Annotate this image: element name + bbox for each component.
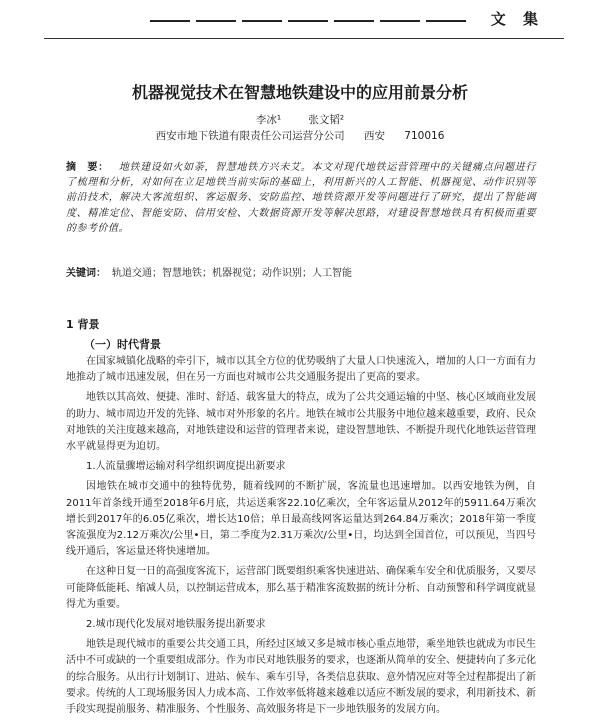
subsection-heading: （一）时代背景 [84,338,161,351]
section-tag: 文 集 [490,10,544,28]
keywords-text: 轨道交通；智慧地铁；机器视觉；动作识别；人工智能 [112,268,352,279]
affiliation-city: 西安 [363,130,385,142]
abstract-text: 地铁建设如火如荼，智慧地铁方兴未艾。本文对现代地铁运营管理中的关键痛点问题进行了梳理和分析，对如何在立足地铁当前实际的基础上，利用新兴的人工智能、机器视觉、动作识别等前沿技术，解决大客流组织、客运服务、安防监控、地铁资源开发等问题进行了研究，提出了智能调度、精准定位、智能安防、信用安检、大数据资源开发等解决思路，对建设智慧地铁具有积极而重要的参考价值。 [66,162,537,234]
paragraph: 地铁是现代城市的重要公共交通工具，所经过区域又多是城市核心重点地带，乘坐地铁也就成为市民生活中不可或缺的一个重要组成部分。作为市民对地铁服务的要求，也逐渐从简单的安全、便捷转向了多元化的综合服务。从出行计划制订、进站、候车、乘车引导，各类信息获取、意外情况应对等全过程都提出了新要求。传统的人工现场服务因人力成本高、工作效率低将越来越难以适应不断发展的要求，利用新技术、新手段实现提前服务、精准服务、个性服务、高效服务将是下一步地铁服务的发展方向。 [66,639,536,716]
keywords-label: 关键词： [66,268,106,279]
keywords [66,264,536,279]
affiliation [0,128,600,143]
author-1: 李冰¹ [255,114,282,126]
header-decoration [150,8,480,34]
paragraph: 在国家城镇化战略的牵引下，城市以其全方位的优势吸纳了大量人口快速流入，增加的人口一方面有力地推动了城市迅速发展，但在另一方面也对城市公共交通服务提出了更高的要求。 [66,356,536,384]
author-2: 张文韬² [308,114,345,126]
header-rule [44,38,564,39]
article-title: 机器视觉技术在智慧地铁建设中的应用前景分析 [131,83,468,102]
section-heading: 1 背景 [66,318,100,331]
paragraph: 地铁以其高效、便捷、准时、舒适、载客量大的特点，成为了公共交通运输的中坚、核心区域商业发展的助力、城市周边开发的先锋、城市对外形象的名片。地铁在城市公共服务中地位越来越重要，政府、民众对地铁的关注度越来越高，对地铁建设和运营的管理者来说，建设智慧地铁、不断提升现代化地铁运营管理水平就显得更为迫切。 [66,392,536,453]
paragraph: 在这种日复一日的高强度客流下，运营部门既要组织乘客快速进站、确保乘车安全和优质服务，又要尽可能降低能耗、缩减人员，以控制运营成本，那么基于精准客流数据的统计分析、自动预警和科学调度就显得尤为重要。 [66,566,536,610]
author-line [0,112,600,127]
affiliation-org: 西安市地下铁道有限责任公司运营分公司 [155,130,345,142]
paragraph-subheading: 2.城市现代化发展对地铁服务提出新要求 [86,619,266,631]
abstract-label: 摘 要： [66,162,109,173]
paragraph-subheading: 1.人流量骤增运输对科学组织调度提出新要求 [86,461,286,473]
abstract [66,160,536,236]
affiliation-postcode: 710016 [404,130,445,142]
body-text [66,354,536,722]
paragraph: 因地铁在城市交通中的独特优势，随着线网的不断扩展，客流量也迅速增加。以西安地铁为例，自2011年首条线开通至2018年6月底，共运送乘客22.10亿乘次，全年客运量从2012年的5911.64万乘次增长到2017年的6.05亿乘次，增长达10倍；单日最高线网客运量达到264.84万乘次；2018年第一季度客流强度为2.12万乘次/公里•日，第二季度为2.31万乘次/公里•日，均达到全国首位，可以预见，当四号线开通后，客运量还将快速增加。 [66,481,536,558]
